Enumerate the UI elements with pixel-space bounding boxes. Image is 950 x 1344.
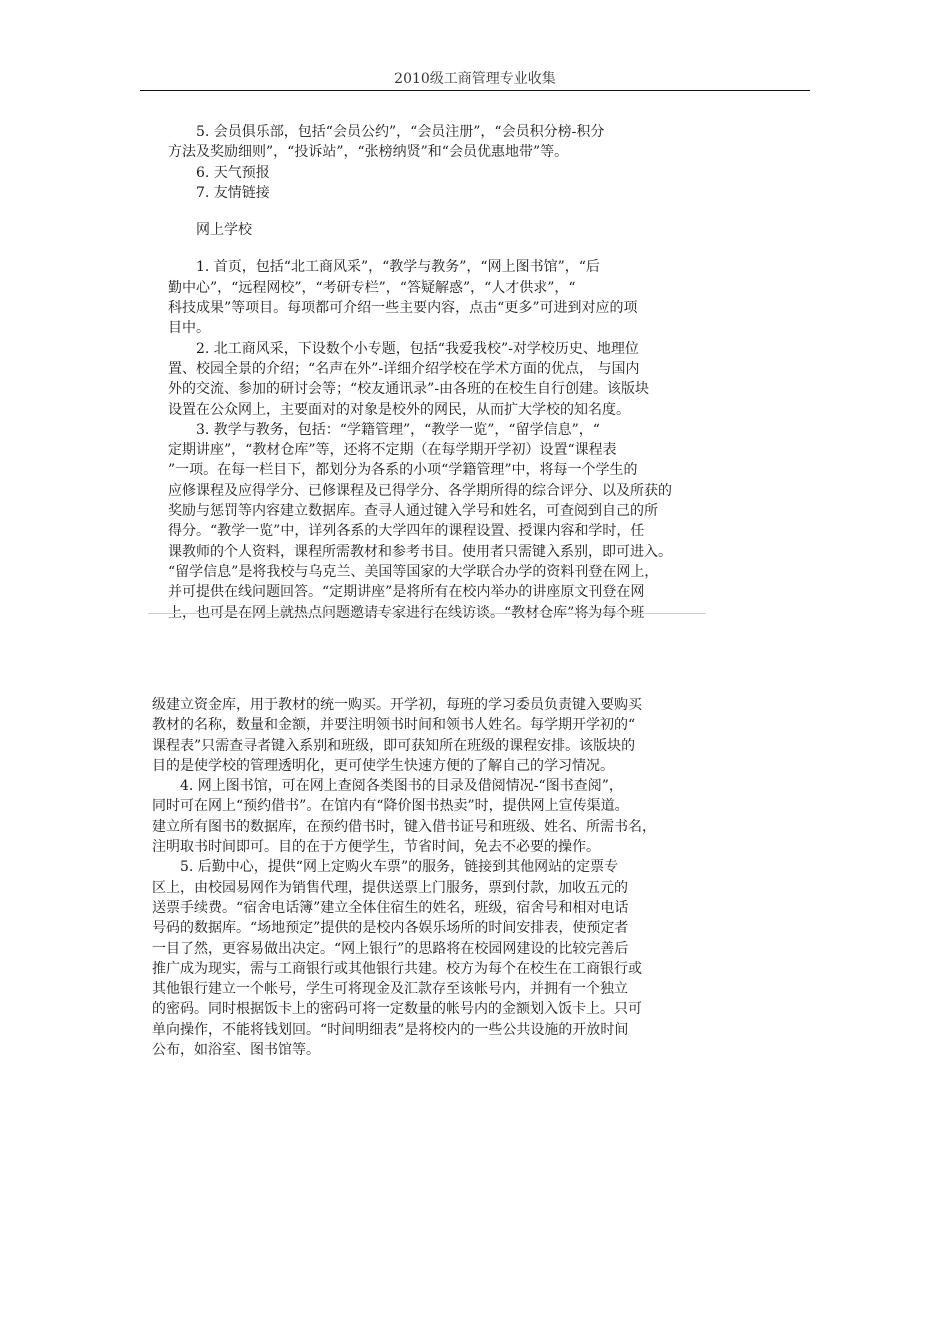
- text-line: 设置在公众网上，主要面对的对象是校外的网民，从而扩大学校的知名度。: [168, 401, 630, 418]
- text-line: 6. 天气预报: [196, 164, 270, 181]
- text-line: 建立所有图书的数据库，在预约借书时，键入借书证号和班级、姓名、所需书名，: [152, 818, 656, 835]
- text-line: 目中。: [168, 320, 210, 337]
- text-line: 上，也可是在网上就热点问题邀请专家进行在线访谈。“教材仓库”将为每个班: [168, 604, 645, 621]
- blank-line: [168, 240, 672, 257]
- text-line: 外的交流、参加的研讨会等；“校友通讯录”-由各班的在校生自行创建。该版块: [168, 381, 650, 398]
- text-line: 号码的数据库。“场地预定”提供的是校内各娱乐场所的时间安排表，使预定者: [152, 920, 629, 937]
- text-line: 单向操作，不能将钱划回。“时间明细表”是将校内的一些公共设施的开放时间: [152, 1021, 629, 1038]
- text-line: 科技成果”等项目。每项都可介绍一些主要内容，点击“更多”可进到对应的项: [168, 300, 638, 317]
- text-line: 级建立资金库，用于教材的统一购买。开学初，每班的学习委员负责键入要购买: [152, 697, 642, 713]
- text-block-lower: [152, 695, 656, 1060]
- text-line: 置、校园全景的介绍；“名声在外”-详细介绍学校在学术方面的优点， 与国内: [168, 360, 640, 377]
- text-line: 并可提供在线问题回答。“定期讲座”是将所有在校内举办的讲座原文刊登在网: [168, 584, 645, 601]
- text-line: 勤中心”，“远程网校”，“考研专栏”，“答疑解惑”，“人才供求”，“: [168, 279, 576, 296]
- text-line: 目的是使学校的管理透明化，更可使学生快速方便的了解自己的学习情况。: [152, 757, 614, 774]
- text-line: 奖励与惩罚等内容建立数据库。查寻人通过键入学号和姓名，可查阅到自己的所: [168, 503, 658, 520]
- page-header: [140, 70, 810, 91]
- text-line: 5. 会员俱乐部，包括“会员公约”，“会员注册”，“会员积分榜-积分: [196, 124, 605, 140]
- text-line: 其他银行建立一个帐号，学生可将现金及汇款存至该帐号内，并拥有一个独立: [152, 981, 628, 998]
- text-line: 方法及奖励细则”，“投诉站”，“张榜纳贤”和“会员优惠地带”等。: [168, 144, 569, 161]
- text-line: 7. 友情链接: [196, 184, 270, 201]
- page-divider: [148, 613, 706, 614]
- blank-line: [168, 203, 672, 220]
- text-line: 1. 首页，包括“北工商风采”，“教学与教务”，“网上图书馆”，“后: [196, 259, 600, 276]
- text-block-upper: [168, 122, 672, 623]
- text-line: 应修课程及应得学分、已修课程及已得学分、各学期所得的综合评分、以及所获的: [168, 482, 672, 499]
- text-line: 教材的名称，数量和金额，并要注明领书时间和领书人姓名。每学期开学初的“: [152, 717, 636, 734]
- text-line: 网上学校: [196, 222, 252, 239]
- text-line: 课程表”只需查寻者键入系别和班级，即可获知所在班级的课程安排。该版块的: [152, 737, 636, 754]
- text-line: 得分。“教学一览”中，详列各系的大学四年的课程设置、授课内容和学时，任: [168, 523, 645, 540]
- text-line: 的密码。同时根据饭卡上的密码可将一定数量的帐号内的金额划入饭卡上。只可: [152, 1001, 642, 1018]
- text-line: 注明取书时间即可。目的在于方便学生，节省时间，免去不必要的操作。: [152, 839, 600, 856]
- text-line: 5. 后勤中心，提供“网上定购火车票”的服务，链接到其他网站的定票专: [180, 859, 619, 876]
- text-line: 送票手续费。“宿舍电话簿”建立全体住宿生的姓名，班级，宿舍号和相对电话: [152, 899, 629, 916]
- text-line: 同时可在网上“预约借书”。在馆内有“降价图书热卖”时，提供网上宣传渠道。: [152, 798, 629, 815]
- text-line: 2. 北工商风采，下设数个小专题，包括“我爱我校”-对学校历史、地理位: [196, 340, 639, 357]
- text-line: 课教师的个人资料，课程所需教材和参考书目。使用者只需键入系别，即可进入。: [168, 543, 672, 560]
- text-line: 推广成为现实，需与工商银行或其他银行共建。校方为每个在校生在工商银行或: [152, 960, 642, 977]
- text-line: ”一项。在每一栏目下，都划分为各系的小项“学籍管理”中，将每一个学生的: [168, 462, 638, 479]
- text-line: 定期讲座”，“教材仓库”等，还将不定期（在每学期开学初）设置“课程表: [168, 442, 617, 459]
- text-line: 公布，如浴室、图书馆等。: [152, 1042, 320, 1059]
- text-line: “留学信息”是将我校与乌克兰、美国等国家的大学联合办学的资料刊登在网上，: [168, 563, 659, 580]
- text-line: 区上，由校园易网作为销售代理，提供送票上门服务，票到付款，加收五元的: [152, 879, 628, 896]
- text-line: 一目了然，更容易做出决定。“网上银行”的思路将在校园网建设的比较完善后: [152, 940, 629, 957]
- text-line: 3. 教学与教务，包括：“学籍管理”，“教学一览”，“留学信息”，“: [196, 421, 600, 438]
- header-title: 2010级工商管理专业收集: [394, 71, 556, 87]
- text-line: 4. 网上图书馆，可在网上查阅各类图书的目录及借阅情况-“图书查阅”，: [180, 778, 623, 795]
